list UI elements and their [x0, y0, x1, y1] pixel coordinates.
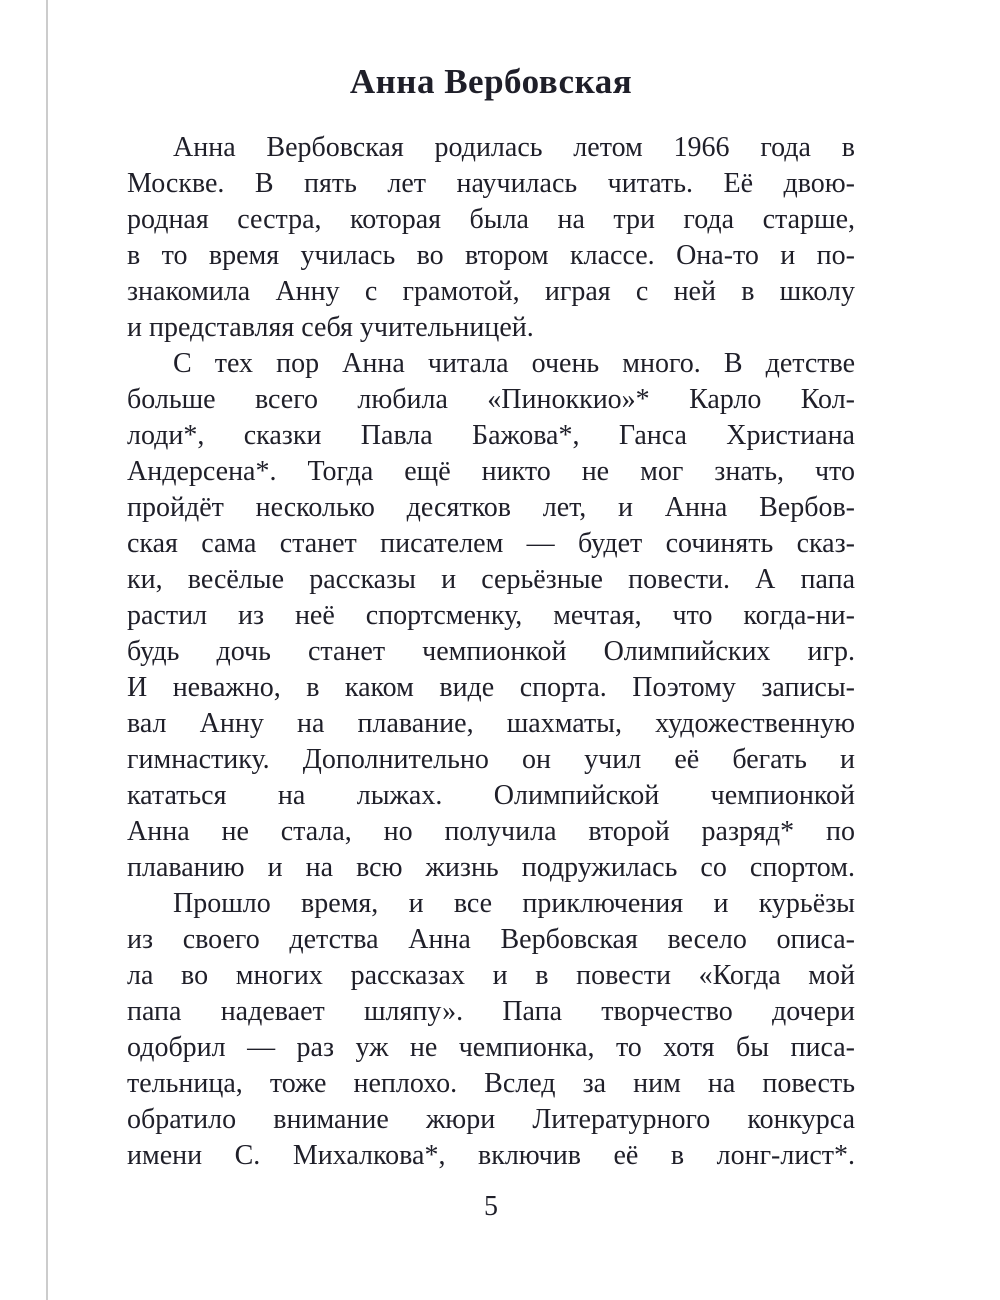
text-line: ки, весёлые рассказы и серьёзные повести. А папа: [127, 564, 855, 595]
text-line: знакомила Анну с грамотой, играя с ней в школу: [127, 276, 855, 307]
text-line: из своего детства Анна Вербовская весело описа-: [127, 924, 855, 955]
text-line: больше всего любила «Пиноккио»* Карло Кол-: [127, 384, 855, 415]
paragraph: [127, 886, 855, 1174]
page-edge-line: [46, 0, 48, 1300]
text-line: Прошло время, и все приключения и курьёзы: [173, 888, 855, 919]
page-content: [127, 0, 855, 1223]
text-line: Анна не стала, но получила второй разряд* по: [127, 816, 855, 847]
page-number: 5: [484, 1191, 498, 1222]
text-line: Москве. В пять лет научилась читать. Её двою-: [127, 168, 855, 199]
text-line: кататься на лыжах. Олимпийской чемпионкой: [127, 780, 855, 811]
paragraph: [127, 130, 855, 346]
text-line: Андерсена*. Тогда ещё никто не мог знать, что: [127, 456, 855, 487]
page-title: Анна Вербовская: [349, 62, 633, 101]
text-line: С тех пор Анна читала очень много. В детстве: [173, 348, 855, 379]
text-line: пройдёт несколько десятков лет, и Анна Вербов-: [127, 492, 855, 523]
text-line: обратило внимание жюри Литературного конкурса: [127, 1104, 855, 1135]
text-line: в то время училась во втором классе. Она-то и по-: [127, 240, 855, 271]
body-text: [127, 130, 855, 1174]
text-line: родная сестра, которая была на три года старше,: [127, 204, 855, 235]
text-line: вал Анну на плавание, шахматы, художественную: [127, 708, 855, 739]
text-line: Анна Вербовская родилась летом 1966 года в: [173, 132, 855, 163]
text-line: папа надевает шляпу». Папа творчество дочери: [127, 996, 855, 1027]
text-line: И неважно, в каком виде спорта. Поэтому записы-: [127, 672, 855, 703]
text-line: ла во многих рассказах и в повести «Когда мой: [127, 960, 855, 991]
text-line: гимнастику. Дополнительно он учил её бегать и: [127, 744, 855, 775]
text-line: плаванию и на всю жизнь подружилась со спортом.: [127, 852, 855, 883]
text-line: ская сама станет писателем — будет сочинять сказ-: [127, 528, 855, 559]
paragraph: [127, 346, 855, 886]
text-line: и представляя себя учительницей.: [127, 312, 534, 343]
text-line: растил из неё спортсменку, мечтая, что когда-ни-: [127, 600, 855, 631]
text-line: одобрил — раз уж не чемпионка, то хотя бы писа-: [127, 1032, 855, 1063]
text-line: будь дочь станет чемпионкой Олимпийских игр.: [127, 636, 855, 667]
text-line: имени С. Михалкова*, включив её в лонг-лист*.: [127, 1140, 855, 1171]
text-line: тельница, тоже неплохо. Вслед за ним на повесть: [127, 1068, 855, 1099]
text-line: лоди*, сказки Павла Бажова*, Ганса Христиана: [127, 420, 855, 451]
